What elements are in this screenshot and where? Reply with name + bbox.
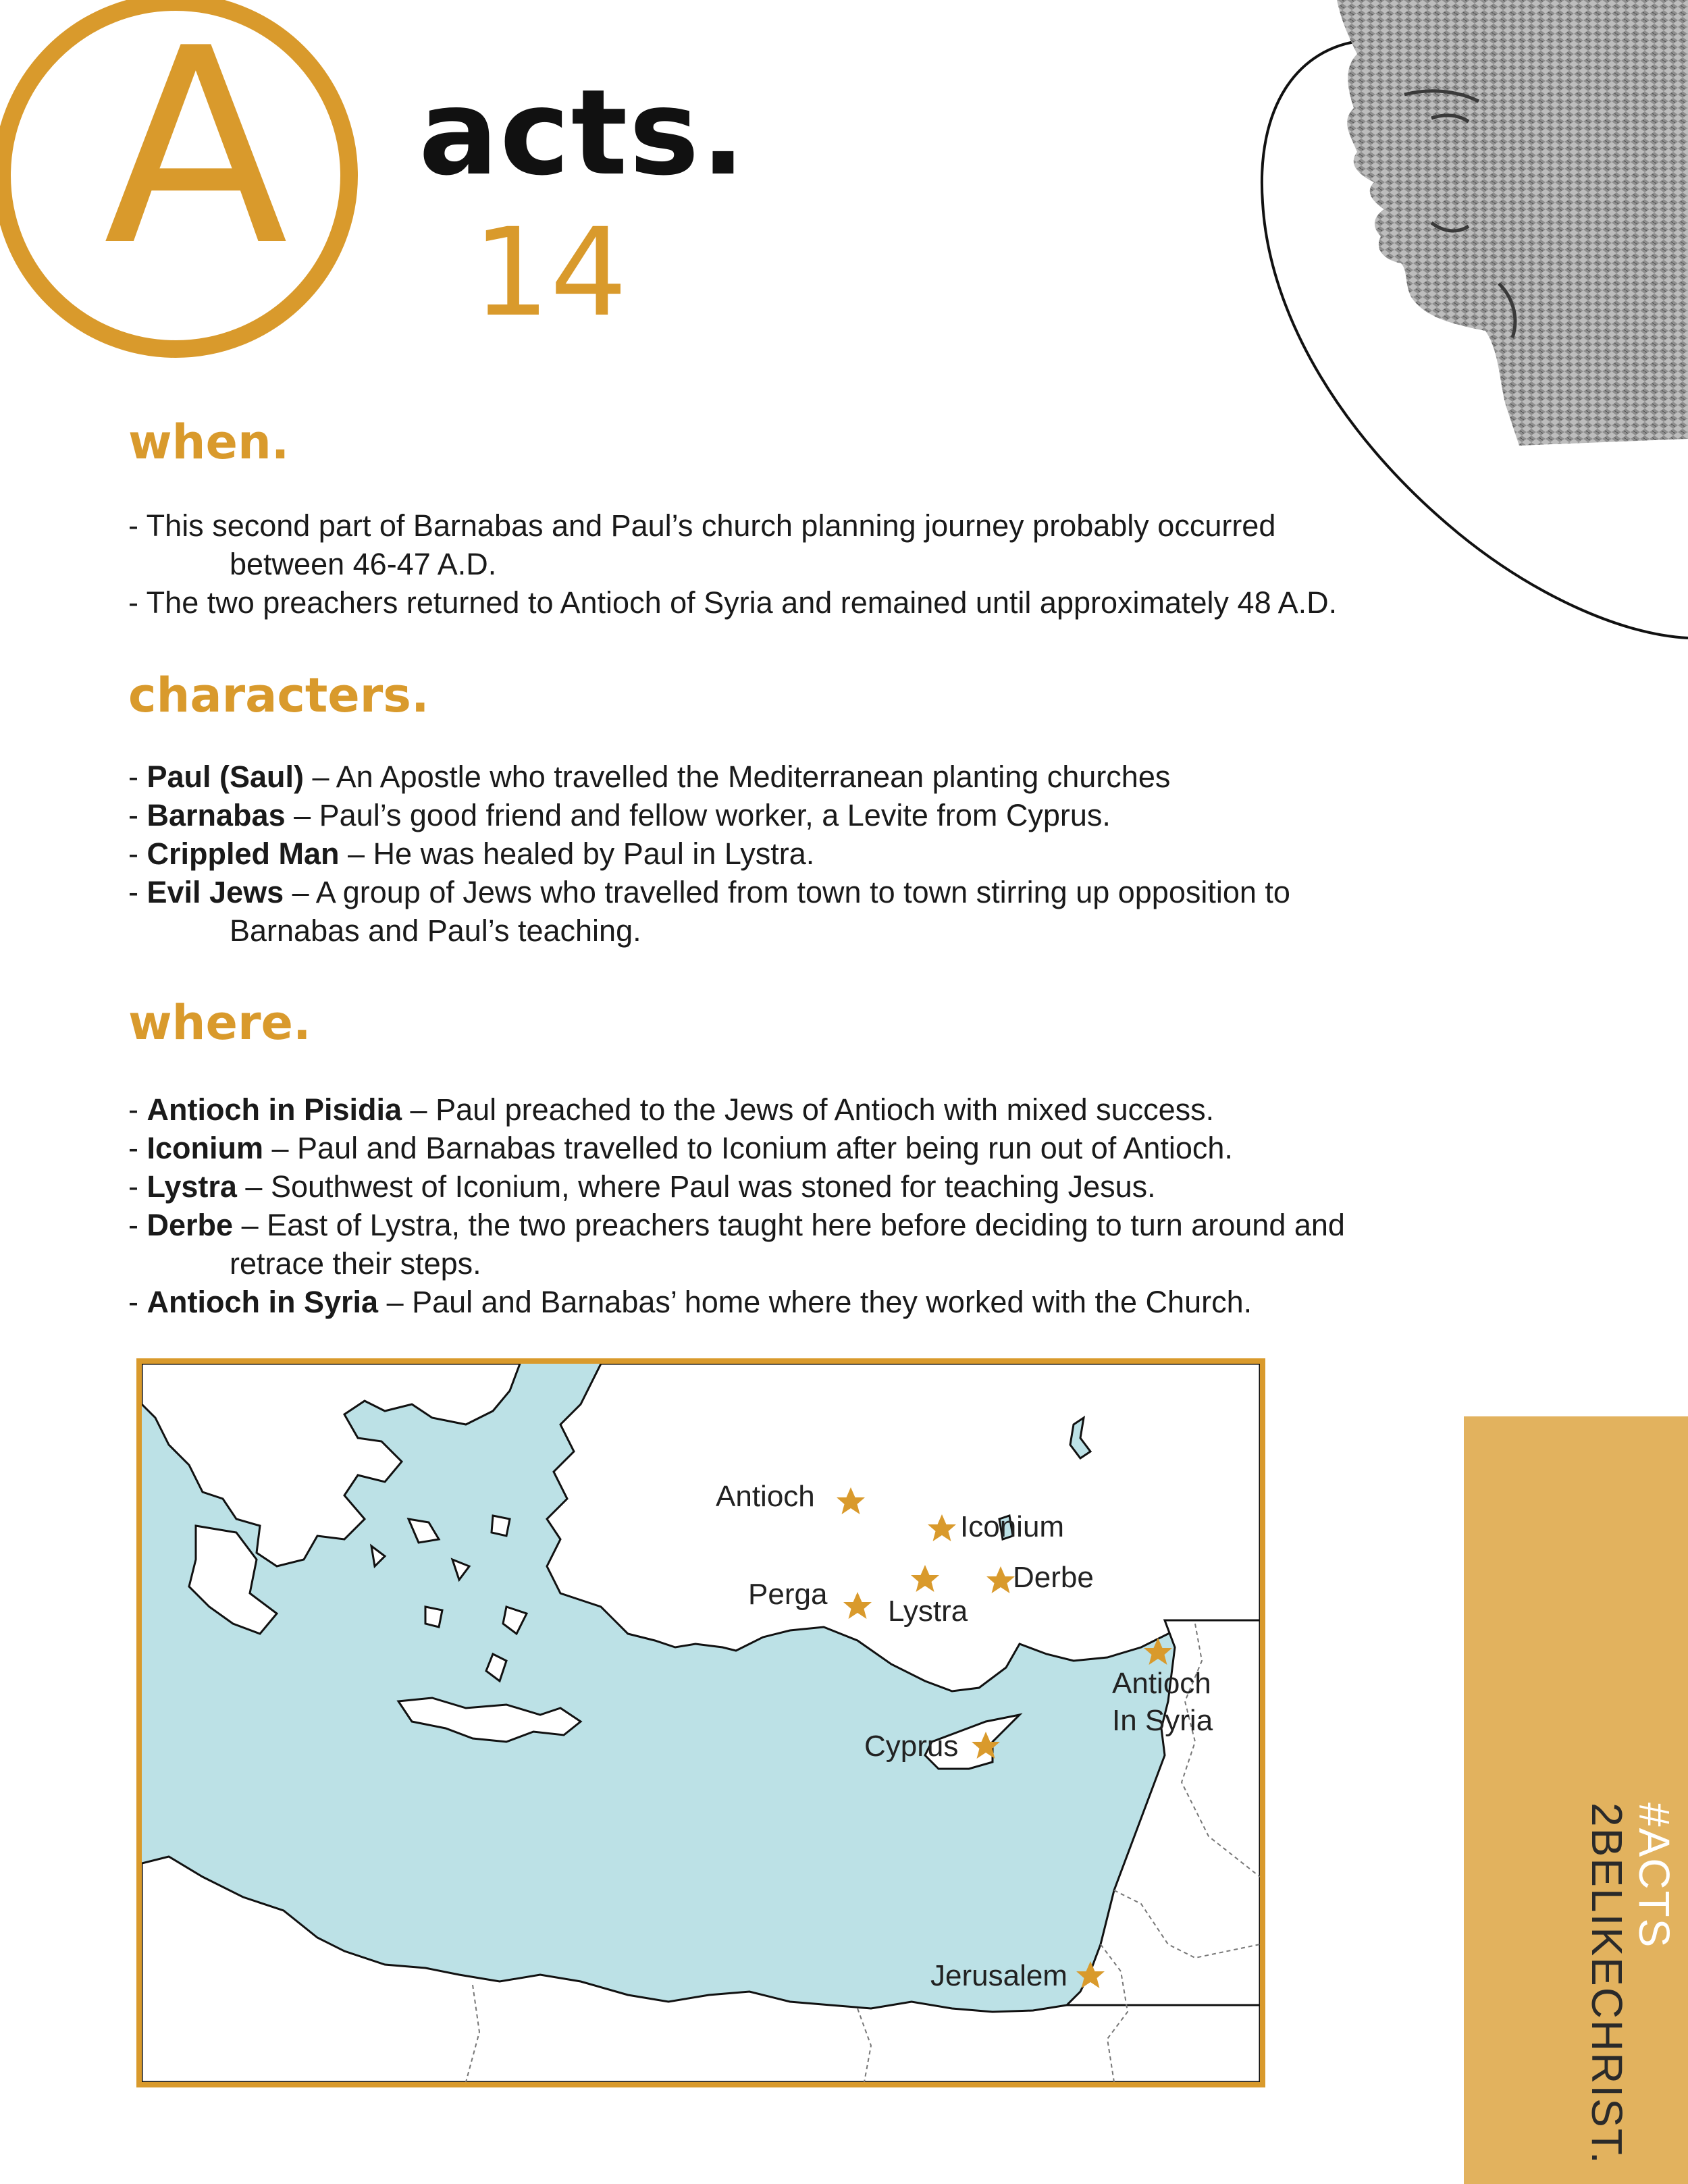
hashtag-acts: #ACTS — [1630, 1803, 1679, 1949]
list-item: - Iconium – Paul and Barnabas travelled to Iconium after being run out of Antioch. — [128, 1131, 1233, 1165]
map-graphic — [142, 1364, 1260, 2082]
map-label-antioch: Antioch — [716, 1480, 815, 1513]
journey-map — [136, 1358, 1265, 2087]
where-list — [128, 1090, 1411, 1321]
list-item: - Derbe – East of Lystra, the two preachers taught here before deciding to turn around and retrace their steps. — [128, 1208, 1345, 1281]
section-heading-when: when. — [128, 415, 290, 470]
map-label-antioch-syria: Antioch — [1112, 1667, 1211, 1700]
section-heading-characters: characters. — [128, 668, 429, 723]
side-hashtags — [1583, 1803, 1679, 2165]
page-title: acts. — [419, 65, 747, 202]
map-label-jerusalem: Jerusalem — [930, 1959, 1067, 1992]
list-item: - Evil Jews – A group of Jews who travelled from town to town stirring up opposition to Barnabas and Paul’s teaching. — [128, 875, 1290, 948]
list-item: - This second part of Barnabas and Paul’s church planning journey probably occurred between 46-47 A.D. — [128, 508, 1276, 581]
logo-letter: A — [103, 0, 288, 305]
map-label-lystra: Lystra — [888, 1595, 968, 1628]
list-item: - Crippled Man – He was healed by Paul in Lystra. — [128, 836, 815, 871]
map-label-cyprus: Cyprus — [864, 1730, 959, 1763]
list-item: - Lystra – Southwest of Iconium, where Paul was stoned for teaching Jesus. — [128, 1169, 1156, 1204]
section-heading-where: where. — [128, 995, 311, 1050]
characters-list — [128, 757, 1411, 950]
map-label-in-syria: In Syria — [1112, 1704, 1213, 1737]
list-item: - Antioch in Pisidia – Paul preached to the Jews of Antioch with mixed success. — [128, 1092, 1215, 1127]
when-list — [128, 506, 1411, 622]
map-label-derbe: Derbe — [1013, 1561, 1094, 1594]
chapter-number: 14 — [473, 203, 628, 344]
list-item: - Barnabas – Paul’s good friend and fellow worker, a Levite from Cyprus. — [128, 798, 1111, 832]
map-label-perga: Perga — [748, 1578, 828, 1611]
list-item: - Paul (Saul) – An Apostle who travelled the Mediterranean planting churches — [128, 760, 1171, 794]
map-label-iconium: Iconium — [960, 1510, 1065, 1543]
list-item: - The two preachers returned to Antioch of Syria and remained until approximately 48 A.D. — [128, 585, 1338, 620]
hashtag-2belikechrist: 2BELIKECHRIST. — [1583, 1803, 1631, 2165]
list-item: - Antioch in Syria – Paul and Barnabas’ home where they worked with the Church. — [128, 1285, 1252, 1319]
